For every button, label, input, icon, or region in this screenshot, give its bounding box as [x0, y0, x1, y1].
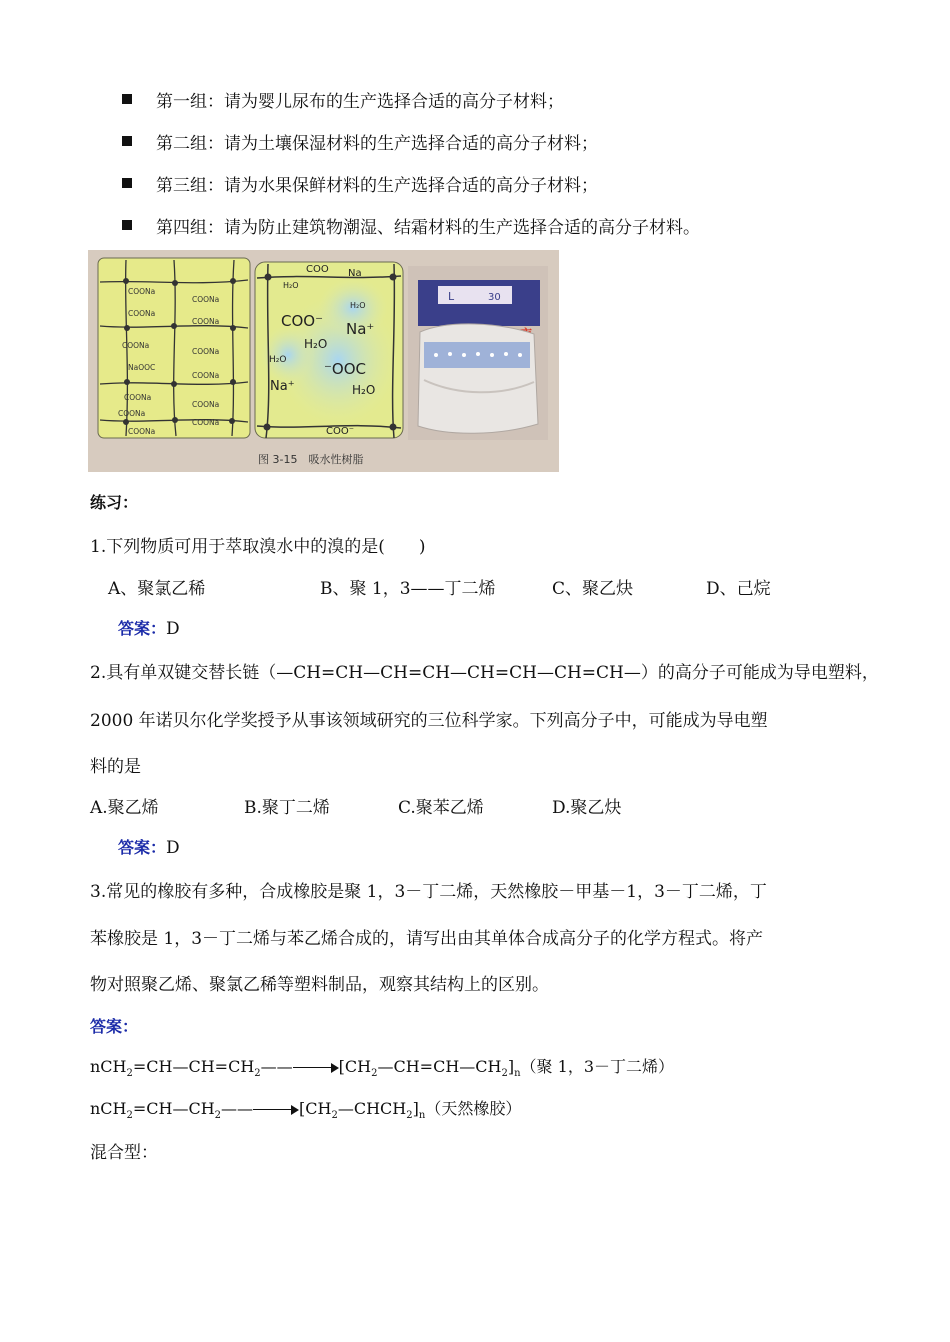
group-label: COONa: [192, 418, 220, 427]
eq-sub: 2: [501, 1068, 508, 1080]
polymer-network-panel: [98, 258, 250, 438]
q1-option-d: D、己烷: [706, 579, 771, 599]
eq-text: [CH: [299, 1099, 332, 1118]
group-label: NaOOC: [128, 363, 156, 372]
mixed-type-label: 混合型：: [90, 1143, 158, 1163]
package-label: L: [448, 290, 455, 303]
reaction-arrow-icon: [293, 1063, 339, 1073]
eq-sub: 2: [126, 1110, 133, 1122]
q2-option-c: C.聚苯乙烯: [398, 798, 484, 818]
reaction-arrow-icon: [253, 1105, 299, 1115]
eq-text: ]: [412, 1099, 419, 1118]
eq-sub: n: [514, 1068, 521, 1080]
square-bullet-icon: [122, 178, 132, 188]
bullet-text: 第四组：请为防止建筑物潮湿、结霜材料的生产选择合适的高分子材料。: [156, 217, 700, 238]
package-count: 30: [488, 292, 501, 303]
group-label: COONa: [128, 287, 156, 296]
question-3-line-3: 物对照聚乙烯、聚氯乙稀等塑料制品，观察其结构上的区别。: [90, 975, 549, 995]
q1-option-a: A、聚氯乙稀: [108, 579, 206, 599]
question-1-stem: 1.下列物质可用于萃取溴水中的溴的是( ): [90, 537, 426, 557]
question-2-line-2: 2000 年诺贝尔化学奖授予从事该领域研究的三位科学家。下列高分子中，可能成为导电塑: [90, 711, 768, 731]
eq-text: ——: [221, 1099, 254, 1118]
eq-note: （天然橡胶）: [425, 1099, 522, 1118]
eq-text: =CH—CH=CH: [132, 1057, 255, 1076]
eq-text: —CH=CH—CH: [377, 1057, 502, 1076]
figure-illustration: [88, 250, 559, 472]
eq-text: ]: [507, 1057, 515, 1076]
square-bullet-icon: [122, 136, 132, 146]
group-label: COONa: [128, 309, 156, 318]
group-label: COONa: [192, 317, 220, 326]
q2-option-d: D.聚乙炔: [552, 798, 622, 818]
eq-sub: 2: [331, 1110, 338, 1122]
eq-text: ——: [260, 1057, 293, 1076]
group-label: COONa: [192, 347, 220, 356]
chem-label: COO: [306, 264, 329, 275]
figure-caption: 图 3-15 吸水性树脂: [258, 453, 364, 466]
chem-label: COO⁻: [326, 426, 355, 437]
group-label: COONa: [128, 427, 156, 436]
bullet-text: 第三组：请为水果保鲜材料的生产选择合适的高分子材料；: [156, 175, 598, 196]
eq-sub: 2: [254, 1068, 261, 1080]
exercise-heading: 练习：: [90, 493, 139, 512]
bullet-item: [122, 78, 700, 120]
chem-label: Na⁺: [270, 379, 295, 394]
bullet-item: [122, 204, 700, 246]
swollen-network-panel: [255, 262, 403, 438]
question-3-line-1: 3.常见的橡胶有多种，合成橡胶是聚 1，3－丁二烯，天然橡胶－甲基－1，3－丁二烯，丁: [90, 882, 767, 902]
eq-sub: 2: [214, 1110, 222, 1122]
bullet-text: 第一组：请为婴儿尿布的生产选择合适的高分子材料；: [156, 91, 564, 112]
eq-text: =CH—CH: [132, 1099, 215, 1118]
group-label: COONa: [122, 341, 150, 350]
diaper-photo-panel: [408, 266, 548, 440]
chem-label: H₂O: [269, 355, 287, 365]
q3-answer-label: 答案：: [90, 1017, 139, 1036]
question-2-line-1: 2.具有单双键交替长链（—CH=CH—CH=CH—CH=CH—CH=CH—）的高分子可能成为导电塑料，: [90, 663, 879, 683]
bullet-item: [122, 120, 700, 162]
chem-label: Na⁺: [346, 320, 375, 338]
answer-value: D: [166, 838, 180, 858]
bullet-item: [122, 162, 700, 204]
chem-label: COO⁻: [281, 312, 324, 330]
square-bullet-icon: [122, 94, 132, 104]
eq-text: nCH: [90, 1099, 127, 1118]
equation-2: [90, 1096, 521, 1121]
q2-answer: [118, 835, 180, 858]
chem-label: H₂O: [304, 337, 328, 351]
chem-label: H₂O: [352, 383, 376, 397]
eq-text: nCH: [90, 1057, 127, 1076]
eq-sub: 2: [371, 1068, 378, 1080]
eq-text: [CH: [338, 1057, 372, 1076]
group-label: COONa: [192, 400, 220, 409]
answer-label: 答案：: [118, 619, 167, 638]
q1-option-c: C、聚乙炔: [552, 579, 634, 599]
chem-label: ⁻OOC: [324, 360, 367, 378]
chem-label: H₂O: [350, 301, 366, 310]
chem-label: H₂O: [283, 281, 299, 290]
q1-option-b: B、聚 1，3——丁二烯: [320, 579, 496, 599]
absorbent-resin-figure: [88, 250, 559, 472]
question-3-line-2: 苯橡胶是 1，3－丁二烯与苯乙烯合成的，请写出由其单体合成高分子的化学方程式。将产: [90, 929, 764, 949]
chem-label: Na: [348, 268, 362, 279]
bullet-text: 第二组：请为土壤保湿材料的生产选择合适的高分子材料；: [156, 133, 598, 154]
q2-option-a: A.聚乙烯: [90, 798, 159, 818]
q2-option-b: B.聚丁二烯: [244, 798, 330, 818]
task-bullet-list: [122, 78, 700, 246]
group-label: COONa: [192, 295, 220, 304]
eq-note: （聚 1，3－丁二烯）: [520, 1057, 674, 1076]
eq-sub: 2: [126, 1068, 133, 1080]
answer-label: 答案：: [118, 838, 167, 857]
square-bullet-icon: [122, 220, 132, 230]
group-label: COONa: [192, 371, 220, 380]
group-label: COONa: [118, 409, 146, 418]
group-label: COONa: [124, 393, 152, 402]
q1-answer: [118, 616, 180, 639]
answer-value: D: [166, 619, 180, 639]
eq-sub: 2: [406, 1110, 413, 1122]
eq-sub: n: [418, 1110, 426, 1122]
eq-text: —CHCH: [337, 1099, 407, 1118]
question-2-line-3: 料的是: [90, 757, 141, 777]
equation-1: [90, 1054, 674, 1079]
